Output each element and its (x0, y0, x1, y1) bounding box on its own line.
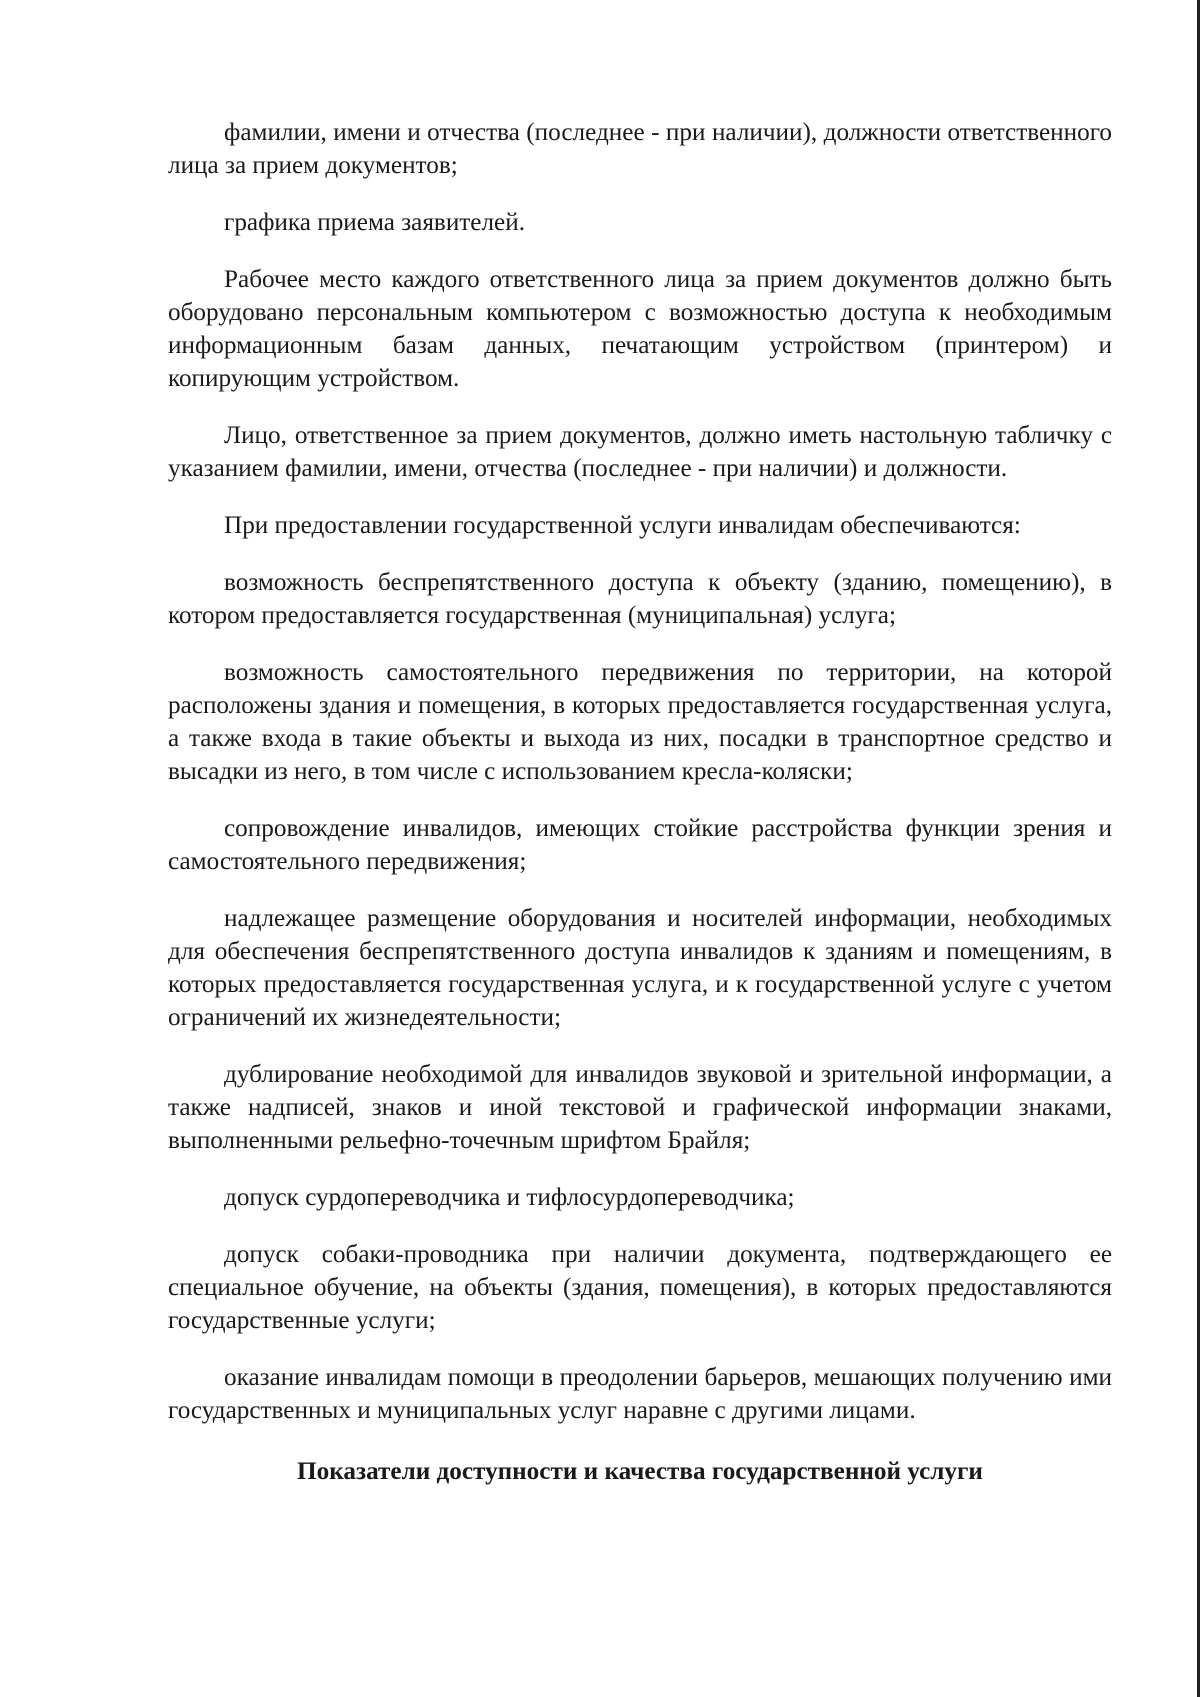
paragraph-desk-nameplate: Лицо, ответственное за прием документов, должно иметь настольную табличку с указанием фамилии, имени, отчества (последнее - при наличии) и должности. (168, 422, 1112, 482)
paragraph-unobstructed-access: возможность беспрепятственного доступа к объекту (зданию, помещению), в котором предоставляется государственная (муниципальная) услуга; (168, 569, 1112, 629)
paragraph-sign-interpreter: допуск сурдопереводчика и тифлосурдопереводчика; (224, 1184, 795, 1211)
section-heading: Показатели доступности и качества государственной услуги (297, 1458, 983, 1485)
paragraph-workplace-equipment: Рабочее место каждого ответственного лица за прием документов должно быть оборудовано персональным компьютером с возможностью доступа к необходимым информационным базам данных, печатающим устройством (принтером) и копирующим устройством. (168, 266, 1112, 392)
document-body (168, 116, 1112, 1488)
paragraph-disability-provisions-intro: При предоставлении государственной услуги инвалидам обеспечиваются: (224, 512, 1021, 539)
paragraph-braille-duplication: дублирование необходимой для инвалидов звуковой и зрительной информации, а также надписей, знаков и иной текстовой и графической информации знаками, выполненными рельефно-точечным шрифтом Брайля; (168, 1061, 1112, 1154)
paragraph-barrier-assistance: оказание инвалидам помощи в преодолении барьеров, мешающих получению ими государственных и муниципальных услуг наравне с другими лицами. (168, 1364, 1112, 1424)
paragraph-equipment-placement: надлежащее размещение оборудования и носителей информации, необходимых для обеспечения беспрепятственного доступа инвалидов к зданиям и помещениям, в которых предоставляется государственная услуга, и к государственной услуге с учетом ограничений их жизнедеятельности; (168, 905, 1112, 1031)
paragraph-independent-movement: возможность самостоятельного передвижения по территории, на которой расположены здания и помещения, в которых предоставляется государственная услуга, а также входа в такие объекты и выхода из них, посадки в транспортное средство и высадки из него, в том числе с использованием кресла-коляски; (168, 659, 1112, 785)
paragraph-escort: сопровождение инвалидов, имеющих стойкие расстройства функции зрения и самостоятельного передвижения; (168, 815, 1112, 875)
paragraph-reception-schedule: графика приема заявителей. (224, 209, 526, 236)
paragraph-guide-dog: допуск собаки-проводника при наличии документа, подтверждающего ее специальное обучение, на объекты (здания, помещения), в которых предоставляются государственные услуги; (168, 1241, 1112, 1334)
paragraph-responsible-person-name: фамилии, имени и отчества (последнее - при наличии), должности ответственного лица за прием документов; (168, 119, 1112, 179)
